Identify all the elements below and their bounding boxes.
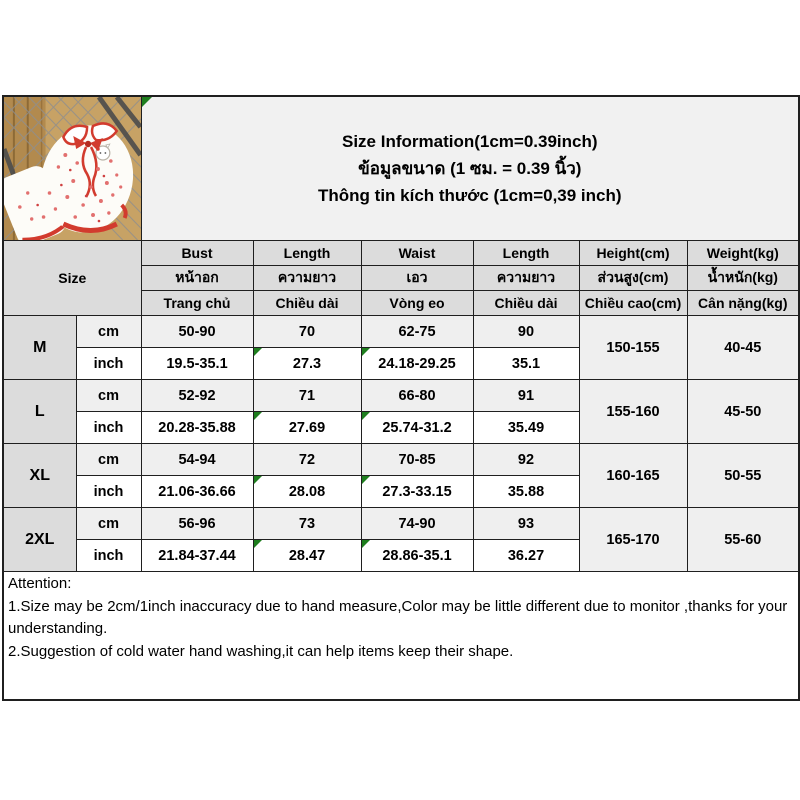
title-line-th: ข้อมูลขนาด (1 ซม. = 0.39 นิ้ว) bbox=[358, 158, 582, 178]
value-cell-xl-bust-inch: 21.06-36.66 bbox=[141, 476, 253, 508]
value-cell-xl-length-inch: 28.08 bbox=[253, 476, 361, 508]
value-cell-xl-length-cm: 72 bbox=[253, 444, 361, 476]
unit-cell-inch: inch bbox=[76, 540, 141, 572]
error-marker-icon bbox=[142, 97, 152, 107]
value-cell-2xl-waist-cm: 74-90 bbox=[361, 508, 473, 540]
unit-cell-cm: cm bbox=[76, 444, 141, 476]
value-cell-m-bust-inch: 19.5-35.1 bbox=[141, 348, 253, 380]
value-cell-l-length2-cm: 91 bbox=[473, 380, 579, 412]
value-cell-m-length-inch: 27.3 bbox=[253, 348, 361, 380]
unit-cell-cm: cm bbox=[76, 380, 141, 412]
height-range-cell-xl: 160-165 bbox=[579, 444, 687, 508]
col-header-length-en: Length bbox=[253, 241, 361, 266]
size-row-label-2xl: 2XL bbox=[3, 508, 76, 572]
error-marker-icon bbox=[362, 540, 370, 548]
attention-note-2: 2.Suggestion of cold water hand washing,it can help items keep their shape. bbox=[8, 642, 514, 660]
value-cell-xl-length2-cm: 92 bbox=[473, 444, 579, 476]
error-marker-icon bbox=[254, 348, 262, 356]
col-header-length-vi: Chiều dài bbox=[253, 291, 361, 316]
weight-range-cell-m: 40-45 bbox=[687, 316, 799, 380]
value-cell-l-waist-cm: 66-80 bbox=[361, 380, 473, 412]
title-line-vi: Thông tin kích thước (1cm=0,39 inch) bbox=[318, 186, 622, 206]
weight-range-cell-2xl: 55-60 bbox=[687, 508, 799, 572]
col-header-bust-th: หน้าอก bbox=[141, 266, 253, 291]
unit-cell-cm: cm bbox=[76, 508, 141, 540]
size-row-label-xl: XL bbox=[3, 444, 76, 508]
product-photo bbox=[4, 97, 141, 240]
value-cell-xl-waist-inch: 27.3-33.15 bbox=[361, 476, 473, 508]
value-cell-m-length2-cm: 90 bbox=[473, 316, 579, 348]
value-cell-2xl-length-inch: 28.47 bbox=[253, 540, 361, 572]
product-photo-cell bbox=[3, 96, 141, 241]
attention-cell bbox=[3, 572, 799, 700]
value-cell-xl-waist-cm: 70-85 bbox=[361, 444, 473, 476]
value-cell-2xl-waist-inch: 28.86-35.1 bbox=[361, 540, 473, 572]
col-header-height-en: Height(cm) bbox=[579, 241, 687, 266]
value-cell-m-length-cm: 70 bbox=[253, 316, 361, 348]
col-header-length2-th: ความยาว bbox=[473, 266, 579, 291]
value-cell-xl-length2-inch: 35.88 bbox=[473, 476, 579, 508]
col-header-waist-th: เอว bbox=[361, 266, 473, 291]
size-row-label-m: M bbox=[3, 316, 76, 380]
height-range-cell-l: 155-160 bbox=[579, 380, 687, 444]
col-header-length2-en: Length bbox=[473, 241, 579, 266]
size-chart-sheet bbox=[2, 95, 800, 701]
col-header-weight-en: Weight(kg) bbox=[687, 241, 799, 266]
value-cell-l-length-inch: 27.69 bbox=[253, 412, 361, 444]
col-header-weight-th: น้ำหนัก(kg) bbox=[687, 266, 799, 291]
col-header-height-vi: Chiều cao(cm) bbox=[579, 291, 687, 316]
size-row-label-l: L bbox=[3, 380, 76, 444]
col-header-waist-en: Waist bbox=[361, 241, 473, 266]
weight-range-cell-xl: 50-55 bbox=[687, 444, 799, 508]
attention-heading: Attention: bbox=[8, 575, 72, 592]
size-info-title-cell bbox=[141, 96, 799, 241]
value-cell-l-bust-cm: 52-92 bbox=[141, 380, 253, 412]
height-range-cell-2xl: 165-170 bbox=[579, 508, 687, 572]
attention-note-1: 1.Size may be 2cm/1inch inaccuracy due to hand measure,Color may be little different due to monitor ,thanks for your understanding. bbox=[8, 597, 788, 637]
value-cell-l-waist-inch: 25.74-31.2 bbox=[361, 412, 473, 444]
value-cell-l-length-cm: 71 bbox=[253, 380, 361, 412]
value-cell-m-waist-cm: 62-75 bbox=[361, 316, 473, 348]
weight-range-cell-l: 45-50 bbox=[687, 380, 799, 444]
col-header-weight-vi: Cân nặng(kg) bbox=[687, 291, 799, 316]
title-line-en: Size Information(1cm=0.39inch) bbox=[342, 131, 598, 151]
error-marker-icon bbox=[254, 412, 262, 420]
value-cell-m-bust-cm: 50-90 bbox=[141, 316, 253, 348]
value-cell-m-length2-inch: 35.1 bbox=[473, 348, 579, 380]
error-marker-icon bbox=[362, 348, 370, 356]
value-cell-2xl-bust-cm: 56-96 bbox=[141, 508, 253, 540]
col-header-bust-en: Bust bbox=[141, 241, 253, 266]
height-range-cell-m: 150-155 bbox=[579, 316, 687, 380]
unit-cell-inch: inch bbox=[76, 476, 141, 508]
value-cell-l-bust-inch: 20.28-35.88 bbox=[141, 412, 253, 444]
value-cell-2xl-length2-cm: 93 bbox=[473, 508, 579, 540]
col-header-waist-vi: Vòng eo bbox=[361, 291, 473, 316]
value-cell-xl-bust-cm: 54-94 bbox=[141, 444, 253, 476]
error-marker-icon bbox=[362, 476, 370, 484]
col-header-length-th: ความยาว bbox=[253, 266, 361, 291]
value-cell-l-length2-inch: 35.49 bbox=[473, 412, 579, 444]
error-marker-icon bbox=[362, 412, 370, 420]
col-header-bust-vi: Trang chủ bbox=[141, 291, 253, 316]
value-cell-m-waist-inch: 24.18-29.25 bbox=[361, 348, 473, 380]
col-header-height-th: ส่วนสูง(cm) bbox=[579, 266, 687, 291]
unit-cell-inch: inch bbox=[76, 412, 141, 444]
unit-cell-inch: inch bbox=[76, 348, 141, 380]
unit-cell-cm: cm bbox=[76, 316, 141, 348]
value-cell-2xl-bust-inch: 21.84-37.44 bbox=[141, 540, 253, 572]
error-marker-icon bbox=[254, 540, 262, 548]
col-header-length2-vi: Chiều dài bbox=[473, 291, 579, 316]
value-cell-2xl-length2-inch: 36.27 bbox=[473, 540, 579, 572]
size-table bbox=[2, 95, 800, 701]
value-cell-2xl-length-cm: 73 bbox=[253, 508, 361, 540]
size-header-cell: Size bbox=[3, 241, 141, 316]
error-marker-icon bbox=[254, 476, 262, 484]
